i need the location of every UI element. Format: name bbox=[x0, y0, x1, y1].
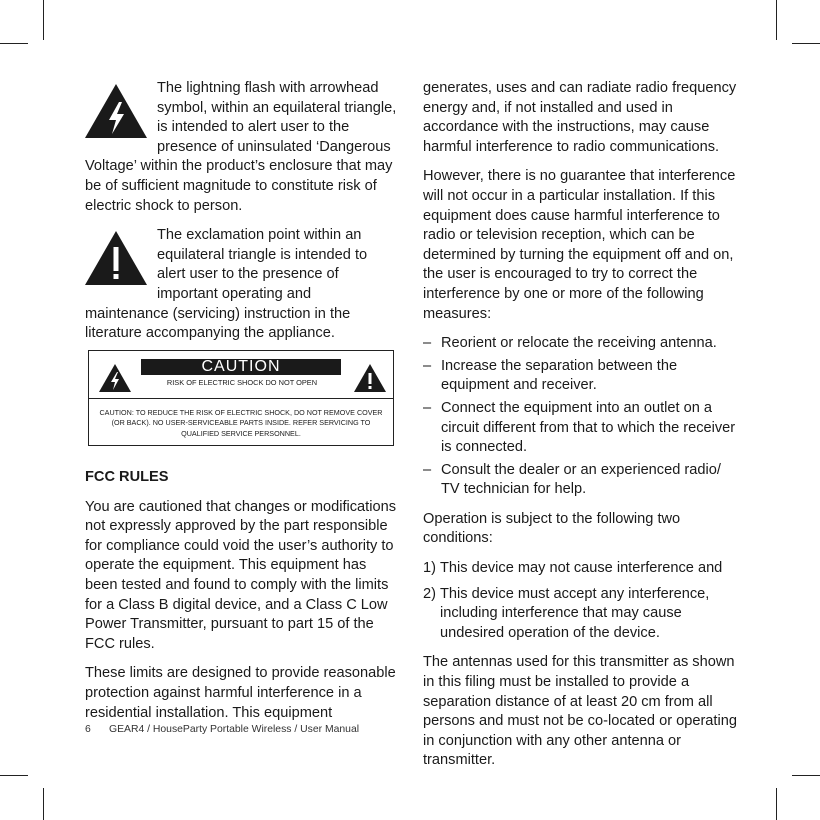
caution-subtitle: RISK OF ELECTRIC SHOCK DO NOT OPEN bbox=[166, 378, 318, 387]
lightning-triangle-icon bbox=[85, 82, 149, 140]
page-number: 6 bbox=[85, 724, 91, 735]
list-item: – Connect the equipment into an outlet on a circuit different from that to which the receiver is connected. bbox=[423, 399, 736, 456]
crop-mark bbox=[776, 788, 777, 820]
fcc-section bbox=[85, 468, 397, 733]
lightning-description: The lightning flash with arrowhead symbol, within an equilateral triangle, is intended to alert user to the presence of uninsulated ‘Dangerous Voltage’ within the product’s enclosure that may be of sufficient magnitude to constitute risk of electric shock to person. bbox=[85, 80, 397, 214]
footer-text: GEAR4 / HouseParty Portable Wireless / User Manual bbox=[109, 724, 360, 735]
crop-mark bbox=[776, 0, 777, 40]
caution-label bbox=[88, 350, 394, 446]
rf-paragraph: generates, uses and can radiate radio frequency energy and, if not installed and used in accordance with the instructions, may cause harmful interference to radio communications. bbox=[423, 80, 737, 155]
dash-marker: – bbox=[423, 357, 432, 374]
lightning-warning bbox=[85, 79, 397, 216]
exclamation-warning bbox=[85, 226, 397, 344]
caution-title: CAUTION bbox=[141, 359, 341, 375]
lightning-triangle-icon bbox=[98, 363, 132, 398]
caution-header bbox=[89, 351, 393, 399]
list-item: – Consult the dealer or an experienced radio/ TV technician for help. bbox=[423, 461, 721, 498]
list-item: – Increase the separation between the equipment and receiver. bbox=[423, 357, 678, 394]
exclamation-description: The exclamation point within an equilateral triangle is intended to alert user to the presence of important operating and maintenance (servicing) instruction in the literature accompanying the appliance. bbox=[85, 227, 368, 342]
conditions-list bbox=[423, 559, 743, 643]
antenna-paragraph: The antennas used for this transmitter as shown in this filing must be installed to provide a separation distance of at least 20 cm from all persons and must not be co-located or operating in conjunction with any other antenna or transmitter. bbox=[423, 654, 737, 769]
fcc-paragraph-2: These limits are designed to provide reasonable protection against harmful interference in a residential installation. This equipment bbox=[85, 665, 396, 721]
crop-mark bbox=[792, 43, 820, 44]
list-item: 2) This device must accept any interference, including interference that may cause undesired operation of the device. bbox=[423, 585, 710, 641]
dash-marker: – bbox=[423, 335, 432, 352]
interference-paragraph: However, there is no guarantee that interference will not occur in a particular installation. If this equipment does cause harmful interference to radio or television reception, which can be determined by turning the equipment off and on, the user is encouraged to try to correct the interference by one or more of the following measures: bbox=[423, 168, 736, 322]
crop-mark bbox=[43, 788, 44, 820]
crop-mark bbox=[0, 43, 28, 44]
crop-mark bbox=[43, 0, 44, 40]
dash-marker: – bbox=[423, 461, 432, 478]
measures-list bbox=[423, 334, 743, 500]
exclamation-triangle-icon bbox=[353, 363, 387, 398]
crop-mark bbox=[792, 775, 820, 776]
dash-marker: – bbox=[423, 399, 432, 416]
left-column bbox=[85, 79, 397, 354]
fcc-heading: FCC RULES bbox=[85, 469, 169, 485]
exclamation-triangle-icon bbox=[85, 229, 149, 287]
page-footer bbox=[85, 724, 359, 735]
caution-body: CAUTION: TO REDUCE THE RISK OF ELECTRIC SHOCK, DO NOT REMOVE COVER (OR BACK). NO USER-SERVICEABLE PARTS INSIDE. REFER SERVICING TO QUALIFIED SERVICE PERSONNEL. bbox=[99, 408, 383, 438]
right-column bbox=[423, 79, 743, 781]
fcc-paragraph-1: You are cautioned that changes or modifications not expressly approved by the part responsible for compliance could void the user’s authority to operate the equipment. This equipment has been tested and found to comply with the limits for a Class B digital device, and a Class C Low Power Transmitter, pursuant to part 15 of the FCC rules. bbox=[85, 498, 397, 652]
crop-mark bbox=[0, 775, 28, 776]
conditions-intro: Operation is subject to the following two conditions: bbox=[423, 510, 681, 547]
list-item: 1) This device may not cause interference and bbox=[423, 560, 723, 577]
list-item: – Reorient or relocate the receiving antenna. bbox=[423, 334, 743, 354]
